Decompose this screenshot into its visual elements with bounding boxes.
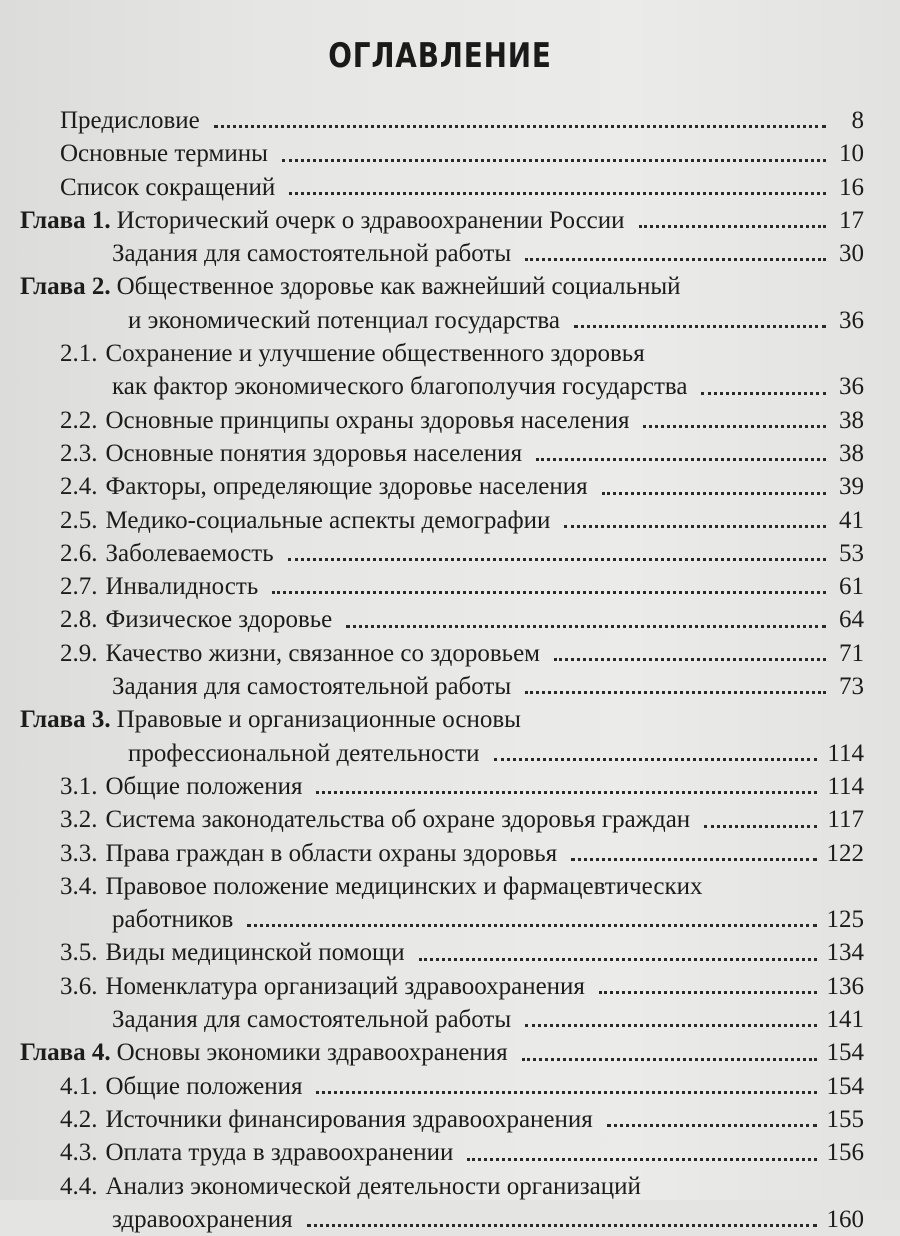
entry-label <box>112 370 687 403</box>
page-number: 114 <box>827 739 864 767</box>
table-of-contents <box>0 104 900 1236</box>
page-number: 16 <box>839 173 864 201</box>
dot-leader <box>525 691 826 694</box>
toc-entry[interactable] <box>0 437 900 470</box>
entry-title: Общественное здоровье как важнейший социальный <box>116 273 681 301</box>
dot-leader <box>288 558 826 561</box>
entry-label <box>112 1003 511 1036</box>
toc-entry[interactable] <box>0 837 900 870</box>
toc-entry[interactable] <box>0 204 900 237</box>
dot-leader <box>272 591 826 594</box>
entry-title: Правовое положение медицинских и фармацевтических <box>105 872 703 900</box>
toc-entry[interactable] <box>0 504 900 537</box>
entry-title: Список сокращений <box>60 173 276 201</box>
entry-label <box>60 970 585 1003</box>
dot-leader <box>704 825 817 828</box>
toc-entry[interactable] <box>0 737 900 770</box>
entry-number: 2.3. <box>60 439 98 467</box>
entry-title: Задания для самостоятельной работы <box>112 673 512 701</box>
toc-entry[interactable] <box>0 903 900 936</box>
dot-leader <box>525 1024 816 1027</box>
toc-entry[interactable] <box>0 1003 900 1036</box>
entry-label <box>60 470 588 503</box>
entry-label <box>128 737 480 770</box>
page-number: 136 <box>826 972 864 1000</box>
entry-number: 4.3. <box>60 1139 98 1167</box>
entry-label <box>60 870 702 903</box>
page-number: 38 <box>839 406 864 434</box>
entry-title: Основные понятия здоровья населения <box>105 439 523 467</box>
entry-title: здравоохранения <box>112 1205 293 1233</box>
dot-leader <box>564 525 826 528</box>
entry-title: Задания для самостоятельной работы <box>112 240 512 268</box>
entry-number: Глава 2. <box>20 273 111 301</box>
entry-label <box>60 1136 453 1169</box>
dot-leader <box>419 958 817 961</box>
entry-number: 2.5. <box>60 506 98 534</box>
toc-entry[interactable] <box>0 137 900 170</box>
toc-entry[interactable] <box>0 104 900 137</box>
entry-number: Глава 1. <box>20 206 111 234</box>
page-number: 155 <box>826 1105 864 1133</box>
dot-leader <box>639 225 826 228</box>
toc-entry[interactable] <box>0 370 900 403</box>
entry-title: Медико-социальные аспекты демографии <box>105 506 551 534</box>
page-number: 160 <box>826 1205 864 1233</box>
toc-entry[interactable] <box>0 770 900 803</box>
entry-label <box>60 537 274 570</box>
toc-entry[interactable] <box>0 304 900 337</box>
entry-number: 3.6. <box>60 972 98 1000</box>
entry-number: 3.3. <box>60 839 98 867</box>
toc-entry[interactable] <box>0 637 900 670</box>
page-number: 38 <box>839 439 864 467</box>
page-number: 134 <box>826 939 864 967</box>
page-title: ОГЛАВЛЕНИЕ <box>328 36 552 76</box>
toc-entry[interactable] <box>0 1170 900 1203</box>
entry-title: Общие положения <box>105 772 303 800</box>
toc-entry[interactable] <box>0 171 900 204</box>
dot-leader <box>554 658 826 661</box>
entry-label <box>112 903 233 936</box>
toc-entry[interactable] <box>0 603 900 636</box>
entry-number: 2.8. <box>60 606 98 634</box>
toc-entry[interactable] <box>0 570 900 603</box>
dot-leader <box>701 392 826 395</box>
entry-title: Задания для самостоятельной работы <box>112 1006 512 1034</box>
entry-number: 4.1. <box>60 1072 98 1100</box>
entry-number: Глава 4. <box>20 1039 111 1067</box>
page-number: 30 <box>839 240 864 268</box>
entry-number: 4.2. <box>60 1105 98 1133</box>
page-number: 10 <box>839 140 864 168</box>
toc-entry[interactable] <box>0 1203 900 1236</box>
toc-entry[interactable] <box>0 237 900 270</box>
entry-number: 3.2. <box>60 806 98 834</box>
toc-entry[interactable] <box>0 537 900 570</box>
toc-entry[interactable] <box>0 870 900 903</box>
entry-label <box>112 237 511 270</box>
entry-label <box>60 837 557 870</box>
entry-title: Сохранение и улучшение общественного здоровья <box>105 340 645 368</box>
dot-leader <box>522 1058 817 1061</box>
entry-title: Заболеваемость <box>105 539 274 567</box>
page-number: 36 <box>839 373 864 401</box>
page-number: 122 <box>826 839 864 867</box>
entry-label <box>60 770 302 803</box>
dot-leader <box>316 1091 816 1094</box>
dot-leader <box>214 125 826 128</box>
entry-title: Предисловие <box>60 107 200 134</box>
entry-label <box>60 637 540 670</box>
toc-entry[interactable] <box>0 703 900 736</box>
page-number: 71 <box>839 639 864 667</box>
entry-title: Общие положения <box>105 1072 303 1100</box>
entry-label <box>60 137 268 170</box>
entry-number: 2.1. <box>60 340 98 368</box>
page-number: 41 <box>839 506 864 534</box>
page-number: 61 <box>839 573 864 601</box>
entry-label <box>60 803 690 836</box>
dot-leader <box>282 159 826 162</box>
entry-title: Физическое здоровье <box>105 606 333 634</box>
dot-leader <box>494 758 818 761</box>
entry-title: Инвалидность <box>105 573 259 601</box>
entry-title: Источники финансирования здравоохранения <box>105 1105 593 1133</box>
page-number: 39 <box>839 473 864 501</box>
entry-label <box>112 1203 293 1236</box>
entry-number: 2.2. <box>60 406 98 434</box>
entry-label <box>128 304 560 337</box>
dot-leader <box>247 924 816 927</box>
entry-number: 2.6. <box>60 539 98 567</box>
page-number: 154 <box>826 1072 864 1100</box>
entry-title: и экономический потенциал государства <box>128 306 560 334</box>
dot-leader <box>536 458 826 461</box>
toc-entry[interactable] <box>0 936 900 969</box>
entry-title: Номенклатура организаций здравоохранения <box>105 972 585 1000</box>
entry-label <box>60 337 645 370</box>
entry-title: Качество жизни, связанное со здоровьем <box>105 639 540 667</box>
page-number: 125 <box>826 906 864 934</box>
page-number: 17 <box>839 206 864 234</box>
entry-title: Виды медицинской помощи <box>105 939 405 967</box>
toc-entry[interactable] <box>0 970 900 1003</box>
entry-number: 3.1. <box>60 772 98 800</box>
entry-title: Факторы, определяющие здоровье населения <box>105 473 588 501</box>
entry-title: профессиональной деятельности <box>128 739 480 767</box>
toc-entry[interactable] <box>0 1103 900 1136</box>
entry-number: 2.4. <box>60 473 98 501</box>
entry-label <box>60 171 275 204</box>
toc-entry[interactable] <box>0 670 900 703</box>
page-number: 36 <box>839 306 864 334</box>
toc-entry[interactable] <box>0 270 900 303</box>
entry-label <box>60 504 550 537</box>
page-number: 64 <box>839 606 864 634</box>
entry-label <box>60 437 522 470</box>
entry-title: Анализ экономической деятельности организаций <box>105 1172 641 1200</box>
page-number: 154 <box>826 1039 864 1067</box>
toc-entry[interactable] <box>0 470 900 503</box>
entry-label <box>60 936 405 969</box>
entry-label <box>60 404 629 437</box>
dot-leader <box>467 1158 816 1161</box>
entry-label <box>60 570 258 603</box>
toc-entry[interactable] <box>0 803 900 836</box>
dot-leader <box>607 1124 817 1127</box>
page-number: 8 <box>851 107 864 134</box>
entry-label <box>60 1103 593 1136</box>
entry-label <box>60 1170 641 1203</box>
entry-title: Система законодательства об охране здоровья граждан <box>105 806 691 834</box>
entry-title: Основы экономики здравоохранения <box>116 1039 508 1067</box>
entry-title: Правовые и организационные основы <box>116 706 521 734</box>
dot-leader <box>643 425 826 428</box>
dot-leader <box>574 325 826 328</box>
entry-title: работников <box>112 906 234 934</box>
page-number: 73 <box>839 673 864 701</box>
entry-number: 2.7. <box>60 573 98 601</box>
entry-label <box>60 603 332 636</box>
entry-title: Основные термины <box>60 140 268 168</box>
toc-entry[interactable] <box>0 404 900 437</box>
dot-leader <box>571 858 816 861</box>
entry-number: 4.4. <box>60 1172 98 1200</box>
entry-number: 2.9. <box>60 639 98 667</box>
entry-label <box>60 104 200 137</box>
entry-label <box>20 703 521 736</box>
entry-title: Права граждан в области охраны здоровья <box>105 839 558 867</box>
entry-title: Оплата труда в здравоохранении <box>105 1139 454 1167</box>
entry-label <box>20 270 681 303</box>
toc-entry[interactable] <box>0 337 900 370</box>
entry-label <box>112 670 511 703</box>
toc-entry[interactable] <box>0 1070 900 1103</box>
entry-label <box>20 1036 508 1069</box>
dot-leader <box>599 991 817 994</box>
dot-leader <box>346 625 826 628</box>
dot-leader <box>316 791 817 794</box>
entry-number: 3.4. <box>60 872 98 900</box>
page-number: 156 <box>826 1139 864 1167</box>
page-number: 114 <box>827 772 864 800</box>
entry-label <box>20 204 625 237</box>
page-number: 53 <box>839 539 864 567</box>
page-number: 117 <box>827 806 864 834</box>
entry-number: 3.5. <box>60 939 98 967</box>
dot-leader <box>289 192 826 195</box>
dot-leader <box>525 258 826 261</box>
toc-entry[interactable] <box>0 1036 900 1069</box>
entry-title: как фактор экономического благополучия государства <box>112 373 688 401</box>
entry-number: Глава 3. <box>20 706 111 734</box>
entry-title: Исторический очерк о здравоохранении России <box>116 206 625 234</box>
toc-entry[interactable] <box>0 1136 900 1169</box>
dot-leader <box>307 1224 817 1227</box>
page-number: 141 <box>826 1006 864 1034</box>
dot-leader <box>602 492 826 495</box>
entry-title: Основные принципы охраны здоровья населения <box>105 406 630 434</box>
entry-label <box>60 1070 302 1103</box>
